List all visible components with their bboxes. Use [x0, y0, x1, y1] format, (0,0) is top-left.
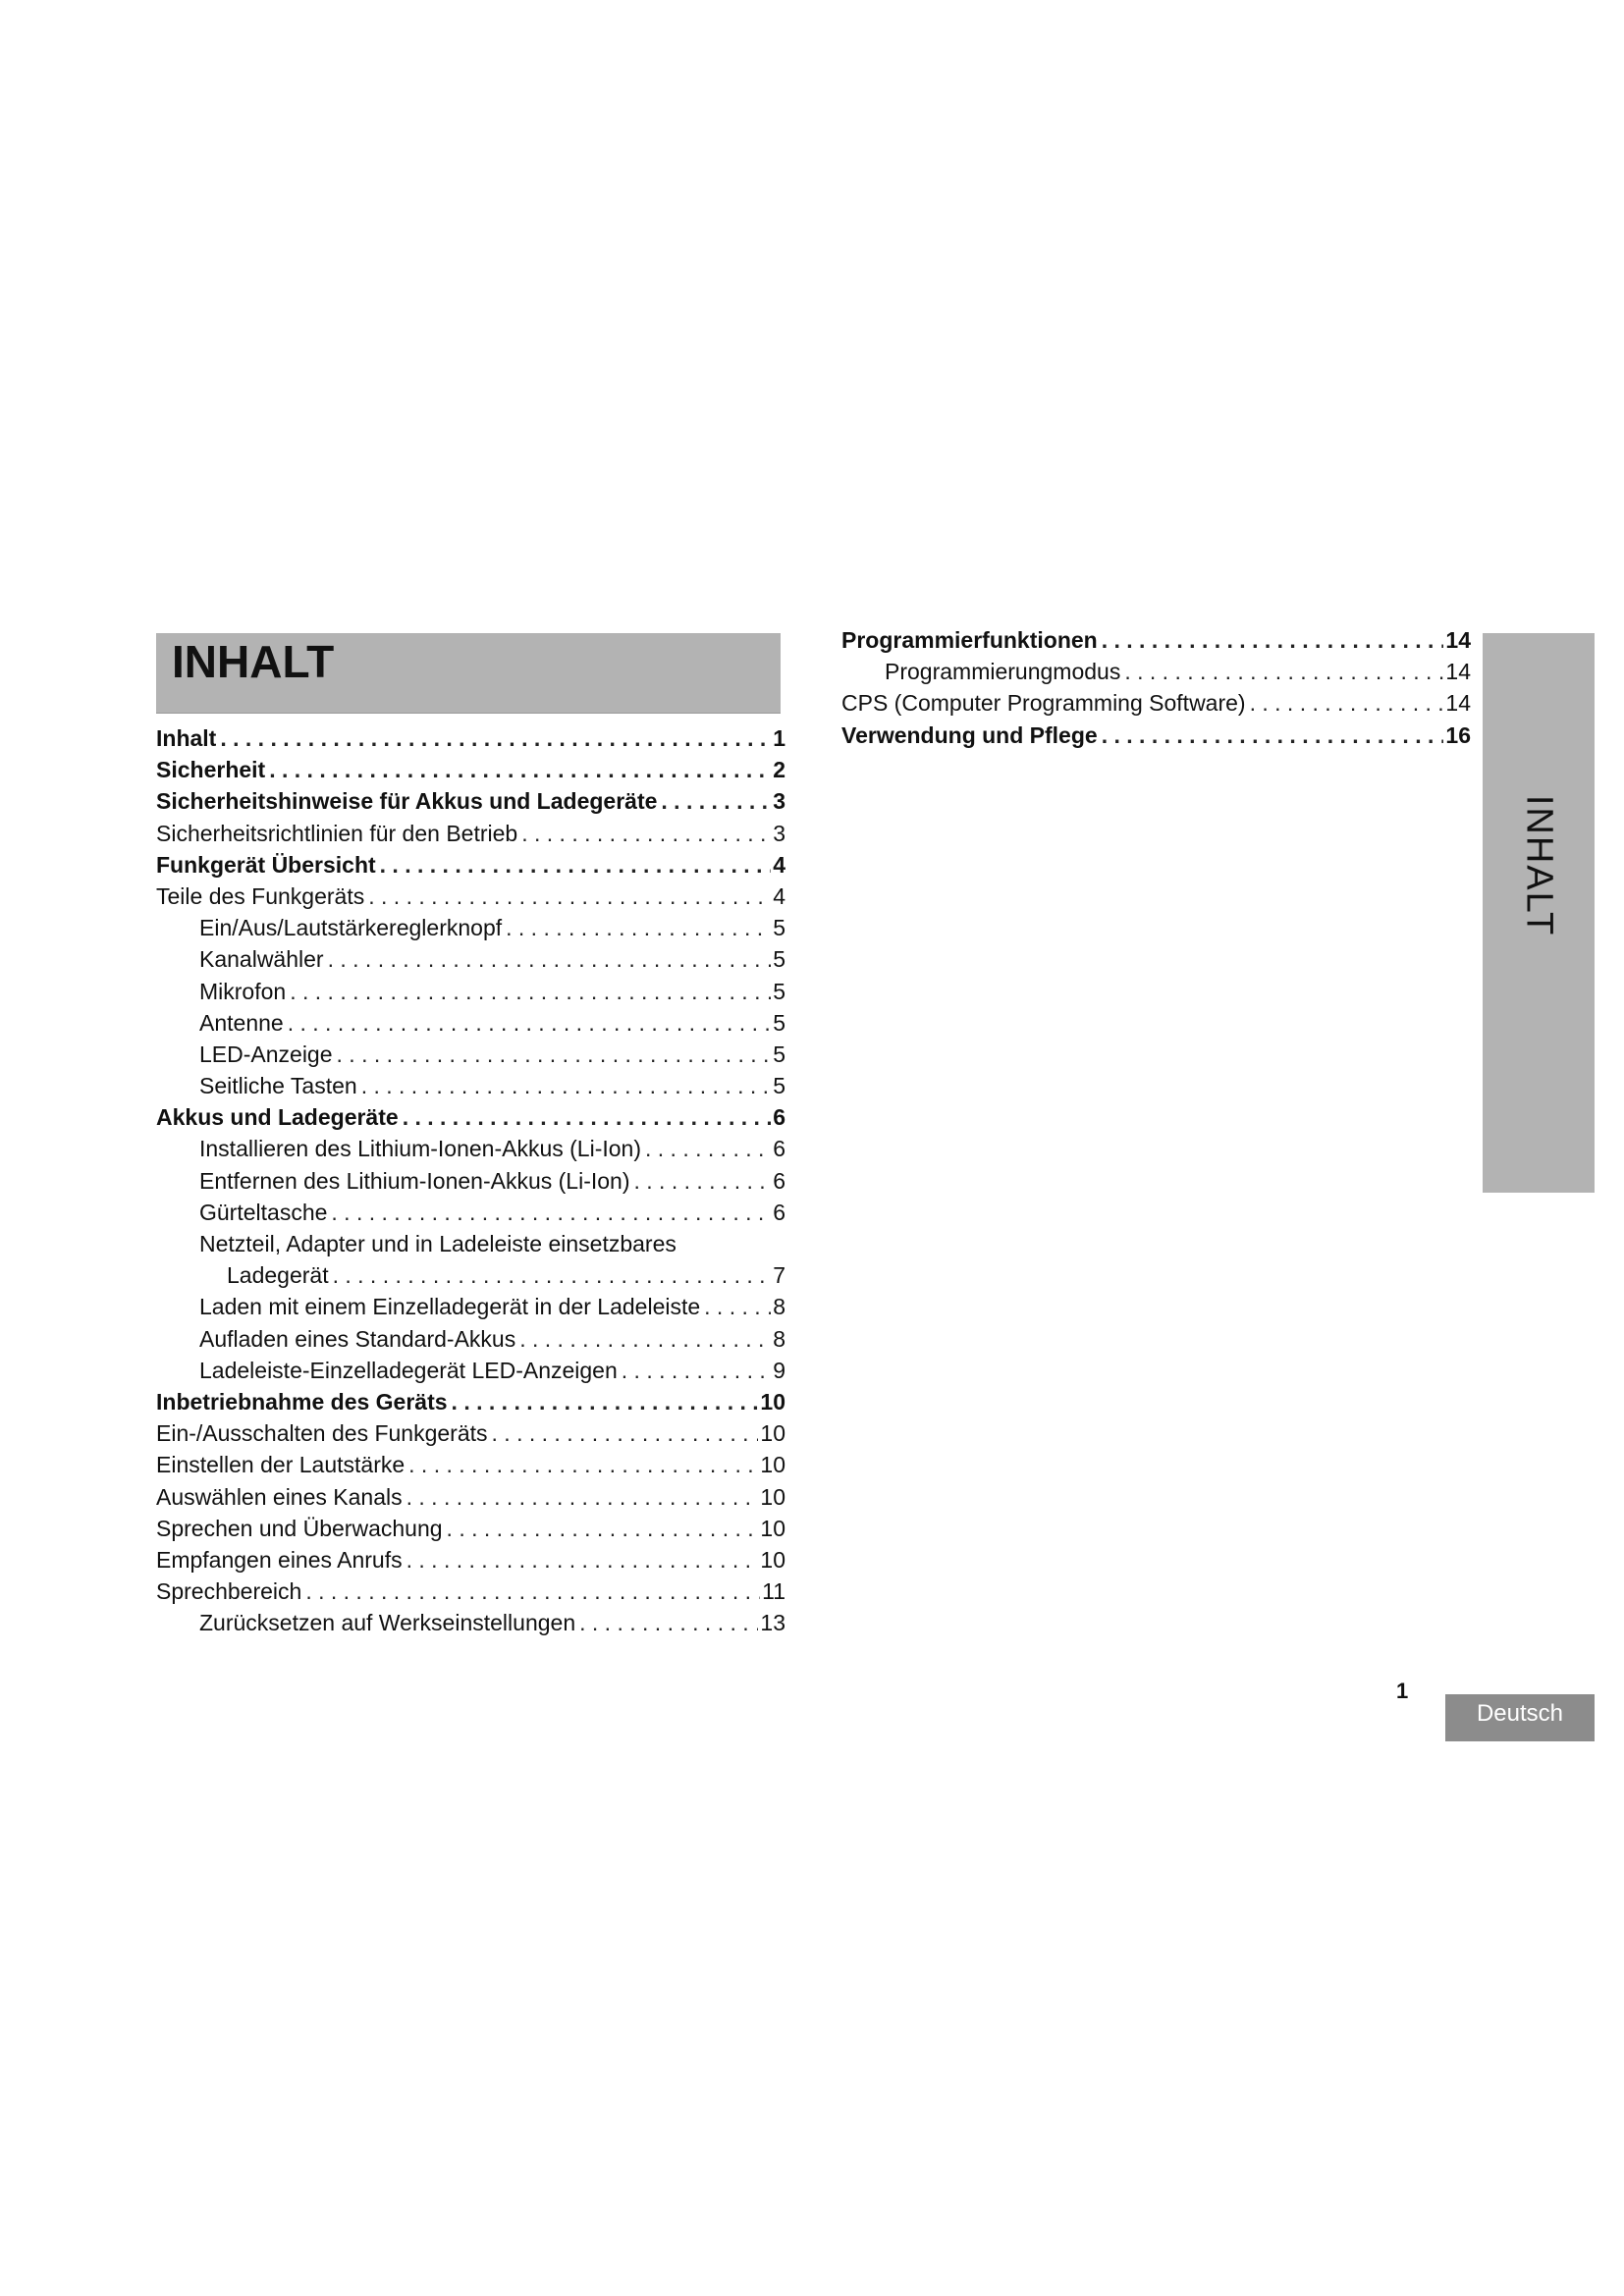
- toc-entry-page: 5: [773, 1073, 785, 1099]
- language-tab[interactable]: Deutsch: [1445, 1694, 1595, 1741]
- toc-leader-dots: [506, 912, 771, 943]
- toc-entry-page: 10: [760, 1483, 785, 1510]
- toc-entry-page: 10: [760, 1420, 785, 1447]
- toc-entry-page: 10: [760, 1515, 785, 1541]
- toc-entry[interactable]: [841, 687, 1471, 719]
- toc-entry-title: Gürteltasche: [199, 1199, 328, 1225]
- toc-entry-page: 5: [773, 1009, 785, 1036]
- toc-entry-page: 14: [1445, 627, 1471, 653]
- toc-entry-title: Sprechen und Überwachung: [156, 1515, 443, 1541]
- toc-entry-title: Inhalt: [156, 725, 217, 751]
- toc-left-column: [156, 722, 785, 1638]
- toc-leader-dots: [1124, 656, 1443, 687]
- toc-entry[interactable]: [156, 1386, 785, 1417]
- toc-leader-dots: [406, 1481, 759, 1513]
- toc-entry-title: Verwendung und Pflege: [841, 721, 1098, 748]
- toc-entry-page: 8: [773, 1325, 785, 1352]
- toc-entry[interactable]: [156, 1007, 785, 1039]
- toc-entry[interactable]: [156, 1417, 785, 1449]
- toc-leader-dots: [519, 1323, 771, 1355]
- toc-entry[interactable]: [156, 1291, 785, 1322]
- toc-entry-page: 1: [773, 725, 785, 751]
- toc-entry-page: 3: [773, 820, 785, 846]
- toc-entry[interactable]: [156, 1355, 785, 1386]
- toc-entry-title: Auswählen eines Kanals: [156, 1483, 403, 1510]
- toc-entry-title: Inbetriebnahme des Geräts: [156, 1388, 448, 1415]
- toc-entry-page: 13: [760, 1610, 785, 1636]
- toc-entry-title: Sicherheitsrichtlinien für den Betrieb: [156, 820, 518, 846]
- toc-leader-dots: [403, 1101, 772, 1133]
- toc-entry[interactable]: [156, 1513, 785, 1544]
- toc-entry[interactable]: [156, 1039, 785, 1070]
- toc-leader-dots: [521, 818, 771, 849]
- toc-leader-dots: [1102, 624, 1444, 656]
- toc-entry-title: Teile des Funkgeräts: [156, 882, 365, 909]
- toc-leader-dots: [447, 1513, 759, 1544]
- toc-entry-title: LED-Anzeige: [199, 1041, 333, 1067]
- toc-leader-dots: [1102, 720, 1444, 751]
- toc-leader-dots: [331, 1197, 771, 1228]
- toc-leader-dots: [290, 976, 771, 1007]
- toc-entry-title: Laden mit einem Einzelladegerät in der Ladeleiste: [199, 1294, 701, 1320]
- toc-entry[interactable]: [156, 1228, 785, 1259]
- toc-leader-dots: [579, 1607, 758, 1638]
- toc-entry-title: Ein-/Ausschalten des Funkgeräts: [156, 1420, 488, 1447]
- toc-entry-title: Einstellen der Lautstärke: [156, 1452, 406, 1478]
- toc-right-column: [841, 624, 1471, 751]
- toc-entry[interactable]: [156, 1607, 785, 1638]
- toc-leader-dots: [406, 1544, 759, 1575]
- toc-entry-title: Empfangen eines Anrufs: [156, 1546, 403, 1573]
- toc-entry[interactable]: [156, 912, 785, 943]
- toc-entry-title: Netzteil, Adapter und in Ladeleiste einsetzbares: [199, 1231, 677, 1256]
- toc-entry[interactable]: [156, 1133, 785, 1164]
- toc-entry[interactable]: [156, 785, 785, 817]
- toc-leader-dots: [661, 785, 771, 817]
- toc-entry[interactable]: [156, 1449, 785, 1480]
- toc-entry[interactable]: [156, 1165, 785, 1197]
- toc-entry[interactable]: [156, 818, 785, 849]
- toc-leader-dots: [1250, 687, 1444, 719]
- toc-entry-page: 5: [773, 915, 785, 941]
- toc-entry-title: Entfernen des Lithium-Ionen-Akkus (Li-Ion): [199, 1167, 630, 1194]
- toc-entry-title: Mikrofon: [199, 978, 287, 1004]
- toc-leader-dots: [361, 1070, 772, 1101]
- toc-entry[interactable]: [156, 1544, 785, 1575]
- toc-entry-page: 6: [773, 1136, 785, 1162]
- toc-entry[interactable]: [156, 849, 785, 881]
- toc-leader-dots: [368, 881, 771, 912]
- toc-leader-dots: [333, 1259, 772, 1291]
- toc-entry[interactable]: [156, 1197, 785, 1228]
- toc-entry-title: Sicherheitshinweise für Akkus und Ladegeräte: [156, 788, 658, 815]
- toc-entry[interactable]: [156, 1070, 785, 1101]
- toc-entry-page: 2: [773, 757, 785, 783]
- toc-entry-title: Kanalwähler: [199, 946, 324, 973]
- toc-entry[interactable]: [156, 1323, 785, 1355]
- toc-entry[interactable]: [156, 1575, 785, 1607]
- toc-entry-page: 5: [773, 978, 785, 1004]
- toc-leader-dots: [328, 943, 772, 975]
- toc-entry-page: 5: [773, 1041, 785, 1067]
- toc-leader-dots: [622, 1355, 771, 1386]
- toc-leader-dots: [492, 1417, 759, 1449]
- toc-entry-page: 10: [760, 1452, 785, 1478]
- toc-entry[interactable]: [156, 976, 785, 1007]
- toc-entry-title: Antenne: [199, 1009, 284, 1036]
- toc-entry-page: 9: [773, 1357, 785, 1383]
- toc-entry[interactable]: [841, 720, 1471, 751]
- toc-entry-title: Seitliche Tasten: [199, 1073, 357, 1099]
- toc-leader-dots: [220, 722, 771, 754]
- toc-leader-dots: [645, 1133, 771, 1164]
- toc-entry-title: Ladegerät: [227, 1262, 329, 1289]
- toc-entry[interactable]: [156, 881, 785, 912]
- toc-entry[interactable]: [841, 624, 1471, 656]
- toc-entry-page: 4: [773, 851, 785, 878]
- toc-entry-page: 10: [760, 1546, 785, 1573]
- toc-entry-page: 8: [773, 1294, 785, 1320]
- toc-title-banner: [156, 633, 781, 714]
- toc-entry-page: 3: [773, 788, 785, 815]
- toc-entry-title: Zurücksetzen auf Werkseinstellungen: [199, 1610, 576, 1636]
- toc-entry-page: 16: [1445, 721, 1471, 748]
- toc-entry[interactable]: [156, 754, 785, 785]
- toc-leader-dots: [269, 754, 771, 785]
- toc-entry-title: Ein/Aus/Lautstärkereglerknopf: [199, 915, 503, 941]
- toc-entry-page: 14: [1445, 659, 1471, 685]
- toc-entry-title: CPS (Computer Programming Software): [841, 690, 1246, 717]
- toc-entry-page: 4: [773, 882, 785, 909]
- toc-entry-title: Programmierfunktionen: [841, 627, 1098, 653]
- toc-entry-title: Programmierungmodus: [885, 659, 1121, 685]
- toc-entry[interactable]: [156, 722, 785, 754]
- toc-leader-dots: [380, 849, 772, 881]
- toc-entry-title: Funkgerät Übersicht: [156, 851, 376, 878]
- toc-leader-dots: [337, 1039, 772, 1070]
- page-number: 1: [1396, 1679, 1409, 1703]
- toc-entry-page: 5: [773, 946, 785, 973]
- toc-entry[interactable]: [841, 656, 1471, 687]
- toc-entry[interactable]: [156, 1101, 785, 1133]
- toc-leader-dots: [452, 1386, 759, 1417]
- toc-entry-page: 7: [773, 1262, 785, 1289]
- toc-leader-dots: [288, 1007, 772, 1039]
- page-title: INHALT: [172, 636, 335, 687]
- toc-entry[interactable]: [156, 943, 785, 975]
- toc-entry-page: 11: [762, 1578, 785, 1605]
- toc-entry-title: Installieren des Lithium-Ionen-Akkus (Li-Ion): [199, 1136, 641, 1162]
- toc-leader-dots: [305, 1575, 760, 1607]
- toc-entry[interactable]: [156, 1481, 785, 1513]
- toc-entry-title: Sprechbereich: [156, 1578, 302, 1605]
- toc-entry-page: 6: [773, 1199, 785, 1225]
- toc-entry-title: Ladeleiste-Einzelladegerät LED-Anzeigen: [199, 1357, 618, 1383]
- toc-entry-title: Aufladen eines Standard-Akkus: [199, 1325, 516, 1352]
- toc-leader-dots: [408, 1449, 758, 1480]
- toc-entry-page: 6: [773, 1104, 785, 1131]
- toc-leader-dots: [634, 1165, 772, 1197]
- toc-entry-title: Akkus und Ladegeräte: [156, 1104, 399, 1131]
- toc-entry-page: 10: [760, 1388, 785, 1415]
- toc-leader-dots: [704, 1291, 771, 1322]
- toc-entry[interactable]: [156, 1259, 785, 1291]
- section-side-tab[interactable]: [1483, 633, 1595, 1193]
- side-tab-label: INHALT: [1518, 794, 1560, 937]
- toc-entry-title: Sicherheit: [156, 757, 266, 783]
- toc-entry-page: 6: [773, 1167, 785, 1194]
- toc-entry-page: 14: [1445, 690, 1471, 717]
